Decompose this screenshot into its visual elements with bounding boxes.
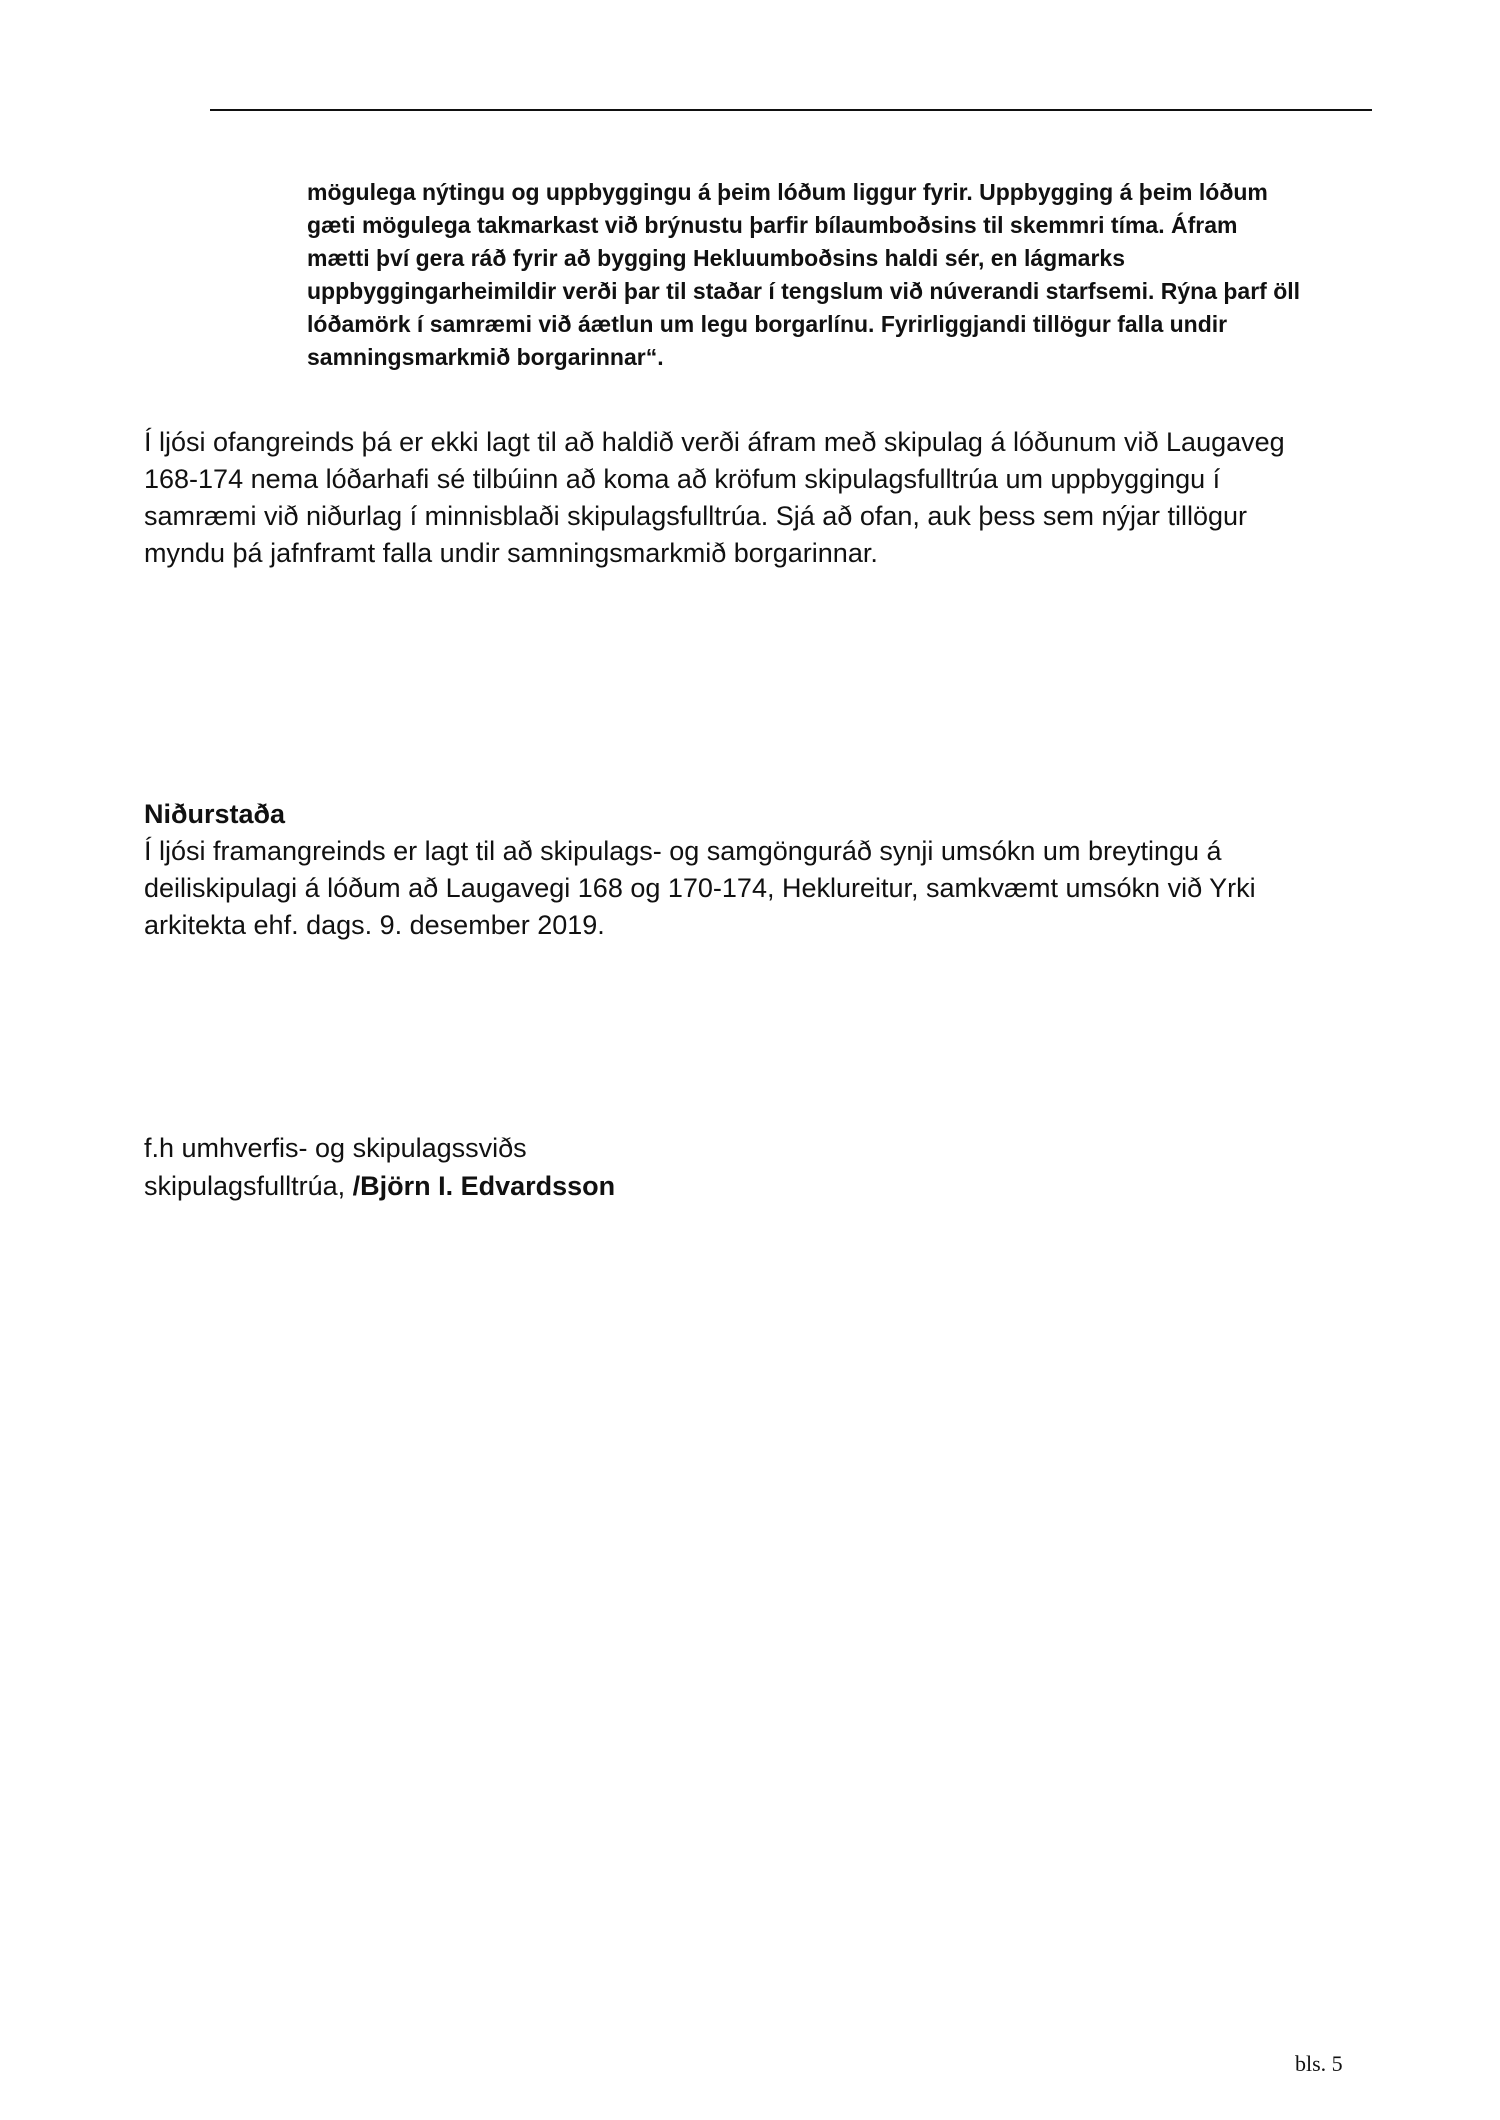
conclusion-heading: Niðurstaða [144,799,286,829]
paragraph-line: deiliskipulagi á lóðum að Laugavegi 168 og 170-174, Heklureitur, samkvæmt umsókn við Yrki [144,873,1256,903]
paragraph-line: Í ljósi framangreinds er lagt til að skipulags- og samgönguráð synji umsókn um breytingu á [144,836,1222,866]
quote-line: uppbyggingarheimildir verði þar til staðar í tengslum við núverandi starfsemi. Rýna þarf öll [307,278,1301,304]
header-rule [210,109,1372,111]
paragraph-line: samræmi við niðurlag í minnisblaði skipulagsfulltrúa. Sjá að ofan, auk þess sem nýjar tillögur [144,501,1248,531]
quote-line: samningsmarkmið borgarinnar“. [307,344,664,370]
paragraph-line: arkitekta ehf. dags. 9. desember 2019. [144,910,605,940]
quote-line: lóðamörk í samræmi við áætlun um legu borgarlínu. Fyrirliggjandi tillögur falla undir [307,311,1228,337]
quote-line: gæti mögulega takmarkast við brýnustu þarfir bílaumboðsins til skemmri tíma. Áfram [307,212,1238,238]
paragraph-line: 168-174 nema lóðarhafi sé tilbúinn að koma að kröfum skipulagsfulltrúa um uppbyggingu í [144,464,1221,494]
page-number: bls. 5 [1295,2051,1343,2076]
signature-name: /Björn I. Edvardsson [352,1171,616,1201]
paragraph-line: Í ljósi ofangreinds þá er ekki lagt til að haldið verði áfram með skipulag á lóðunum við Laugaveg [144,427,1285,457]
quote-line: mögulega nýtingu og uppbyggingu á þeim lóðum liggur fyrir. Uppbygging á þeim lóðum [307,179,1268,205]
quoted-memo-text [307,176,1369,374]
paragraph-line: myndu þá jafnframt falla undir samningsmarkmið borgarinnar. [144,538,878,568]
quote-line: mætti því gera ráð fyrir að bygging Hekluumboðsins haldi sér, en lágmarks [307,245,1125,271]
signature-block [144,1129,615,1205]
signature-department: f.h umhverfis- og skipulagssviðs [144,1133,527,1163]
paragraph-recommendation [144,424,1374,572]
conclusion-paragraph [144,833,1374,944]
signature-title: skipulagsfulltrúa, [144,1171,353,1201]
